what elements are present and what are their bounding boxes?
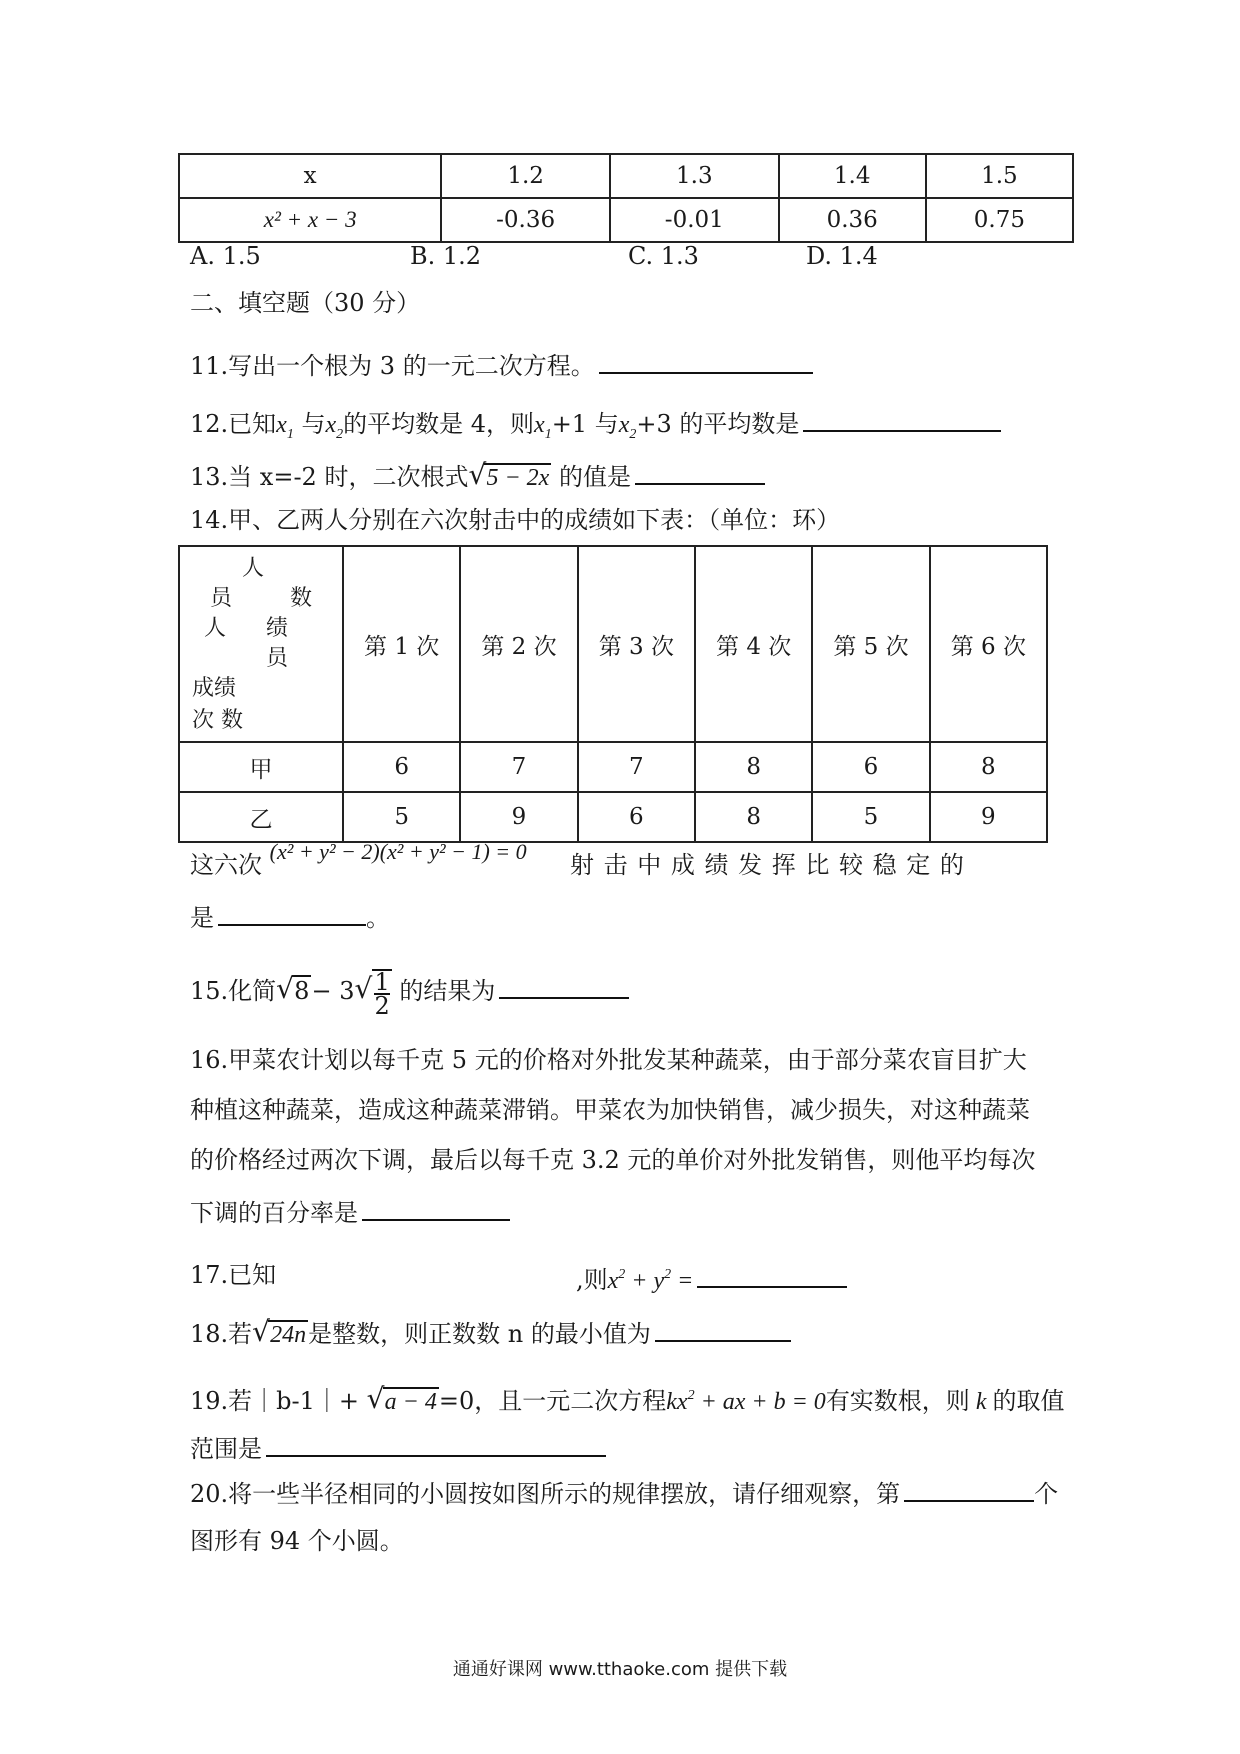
table-cell: 8 <box>695 742 812 792</box>
question-text: 。 <box>366 904 390 932</box>
numerator: √ 1 <box>374 967 390 996</box>
section-heading: 二、填空题（30 分） <box>190 289 421 317</box>
corner-label: 次 数 <box>192 708 243 733</box>
question-14-intro: 14.甲、乙两人分别在六次射击中的成绩如下表：（单位：环） <box>190 506 841 534</box>
corner-cell <box>179 546 343 742</box>
question-19 <box>190 1379 1064 1419</box>
table-cell: 5 <box>812 792 929 842</box>
question-text: 的平均数是 4，则 <box>343 410 535 438</box>
sqrt-expression <box>276 966 311 1016</box>
answer-blank[interactable] <box>266 1429 606 1457</box>
answer-blank[interactable] <box>599 346 813 374</box>
table-cell: 1.5 <box>926 154 1073 198</box>
fraction <box>372 967 391 1020</box>
question-text: 的取值 <box>992 1387 1065 1415</box>
question-text: 射 击 中 成 绩 发 挥 比 较 稳 定 的 <box>570 851 965 879</box>
answer-blank[interactable] <box>655 1314 791 1342</box>
question-20-line2: 图形有 94 个小圆。 <box>190 1527 404 1555</box>
question-text: +1 与 <box>551 410 619 438</box>
table-cell: 6 <box>343 742 460 792</box>
column-header: 第 1 次 <box>343 546 460 742</box>
page-footer: 通通好课网 www.tthaoke.com 提供下载 <box>452 1659 788 1680</box>
math-x2: $x_2$ <box>325 412 344 442</box>
question-text: 与 <box>301 410 326 438</box>
radicand: 5 − 2x <box>486 465 550 491</box>
question-14-line2 <box>190 898 390 935</box>
denominator: 2 <box>374 991 390 1020</box>
table-cell: 8 <box>930 742 1047 792</box>
row-label: 乙 <box>179 792 343 842</box>
math-equation: (x² + y² − 2)(x² + y² − 1) = 0 <box>269 839 527 864</box>
question-text: +3 的平均数是 <box>636 410 800 438</box>
score-table <box>178 545 1048 843</box>
sqrt-expression <box>367 1384 439 1419</box>
column-header: 第 3 次 <box>578 546 695 742</box>
question-text: 11.写出一个根为 3 的一元二次方程。 <box>190 352 595 380</box>
question-text: 19.若｜b-1｜+ <box>190 1387 367 1415</box>
answer-blank[interactable] <box>218 898 366 926</box>
table-row <box>179 198 1073 242</box>
answer-blank[interactable] <box>635 457 765 485</box>
radicand: 24n <box>270 1322 307 1348</box>
sqrt-expression <box>252 1317 308 1352</box>
math-operator: − 3 <box>311 977 355 1005</box>
question-13 <box>190 457 765 495</box>
option-a: A. 1.5 <box>190 242 261 270</box>
answer-blank[interactable] <box>697 1260 847 1288</box>
answer-blank[interactable] <box>499 971 629 999</box>
question-text: 个 <box>1034 1480 1059 1508</box>
column-header: 第 6 次 <box>930 546 1047 742</box>
option-d: D. 1.4 <box>806 242 878 270</box>
corner-label: 人 <box>242 556 265 581</box>
table-cell: 8 <box>695 792 812 842</box>
table-cell: 9 <box>460 792 577 842</box>
radicand: a − 4 <box>384 1389 437 1415</box>
question-16-line <box>190 1193 510 1230</box>
question-16-line: 16.甲菜农计划以每千克 5 元的价格对外批发某种蔬菜，由于部分菜农盲目扩大 <box>190 1046 1027 1074</box>
table-cell: 7 <box>578 742 695 792</box>
table-cell: -0.36 <box>441 198 610 242</box>
column-header: 第 5 次 <box>812 546 929 742</box>
table-cell: 6 <box>578 792 695 842</box>
table-row <box>179 154 1073 198</box>
table-header-row <box>179 546 1047 742</box>
column-header: 第 4 次 <box>695 546 812 742</box>
table-cell: 6 <box>812 742 929 792</box>
table-cell: -0.01 <box>610 198 779 242</box>
question-text: 的结果为 <box>399 977 496 1005</box>
option-c: C. 1.3 <box>628 242 699 270</box>
question-text: 范围是 <box>190 1435 262 1463</box>
question-11 <box>190 346 813 383</box>
table-cell: 5 <box>343 792 460 842</box>
question-16-line: 种植这种蔬菜，造成这种蔬菜滞销。甲菜农为加快销售，减少损失，对这种蔬菜 <box>190 1096 1030 1124</box>
question-19-line2 <box>190 1429 606 1466</box>
question-text: 是 <box>190 904 214 932</box>
column-header: 第 2 次 <box>460 546 577 742</box>
table-cell: 1.4 <box>779 154 926 198</box>
math-variable: k <box>969 1389 993 1415</box>
sqrt-fraction <box>354 966 391 1020</box>
corner-label: 人 <box>204 616 227 641</box>
question-16-line: 的价格经过两次下调，最后以每千克 3.2 元的单价对外批发销售，则他平均每次 <box>190 1146 1036 1174</box>
corner-label: 员 <box>266 646 289 671</box>
question-text: 这六次 <box>190 851 262 879</box>
question-text: 是整数，则正数数 n 的最小值为 <box>308 1320 651 1348</box>
values-table <box>178 153 1074 243</box>
table-row <box>179 792 1047 842</box>
corner-label: 数 <box>290 586 313 611</box>
table-cell: 1.2 <box>441 154 610 198</box>
math-expression: $x^2 + y^2$ = <box>607 1267 694 1294</box>
table-cell: 0.36 <box>779 198 926 242</box>
row-label: 甲 <box>179 742 343 792</box>
answer-blank[interactable] <box>803 404 1001 432</box>
table-cell: 0.75 <box>926 198 1073 242</box>
question-text: ,则 <box>576 1266 608 1294</box>
question-text: 13.当 x=-2 时，二次根式 <box>190 463 469 491</box>
question-text: 12.已知 <box>190 410 277 438</box>
question-text: =0，且一元二次方程 <box>438 1387 667 1415</box>
question-18 <box>190 1314 791 1352</box>
math-x2: $x_2$ <box>618 412 637 442</box>
math-x1: $x_1$ <box>276 412 294 442</box>
question-text: 的值是 <box>558 463 631 491</box>
corner-label: 成绩 <box>192 676 237 701</box>
question-14-line1 <box>190 839 527 883</box>
corner-label: 绩 <box>266 616 289 641</box>
table-cell: x <box>179 154 441 198</box>
sqrt-expression <box>468 460 551 495</box>
table-cell: 7 <box>460 742 577 792</box>
question-text: 15.化简 <box>190 977 277 1005</box>
answer-blank[interactable] <box>362 1193 510 1221</box>
radicand: 8 <box>294 977 310 1005</box>
question-20 <box>190 1474 1058 1511</box>
question-text: 下调的百分率是 <box>190 1199 358 1227</box>
answer-blank[interactable] <box>904 1474 1034 1502</box>
question-text: 18.若 <box>190 1320 253 1348</box>
question-12 <box>190 404 1001 452</box>
math-x1: $x_1$ <box>534 412 552 442</box>
corner-label: 员 <box>210 586 233 611</box>
table-cell: 1.3 <box>610 154 779 198</box>
table-cell: 9 <box>930 792 1047 842</box>
question-text: 20.将一些半径相同的小圆按如图所示的规律摆放，请仔细观察，第 <box>190 1480 901 1508</box>
table-row <box>179 742 1047 792</box>
question-15 <box>190 966 629 1020</box>
question-17 <box>190 1258 276 1292</box>
option-b: B. 1.2 <box>410 242 482 270</box>
question-text: 有实数根，则 <box>825 1387 970 1415</box>
table-row-label: x² + x − 3 <box>179 198 441 242</box>
question-17-answer <box>576 1258 847 1298</box>
math-equation: $kx^2$ + ax + b = 0 <box>666 1388 826 1415</box>
question-text: 17.已知 <box>190 1261 277 1289</box>
